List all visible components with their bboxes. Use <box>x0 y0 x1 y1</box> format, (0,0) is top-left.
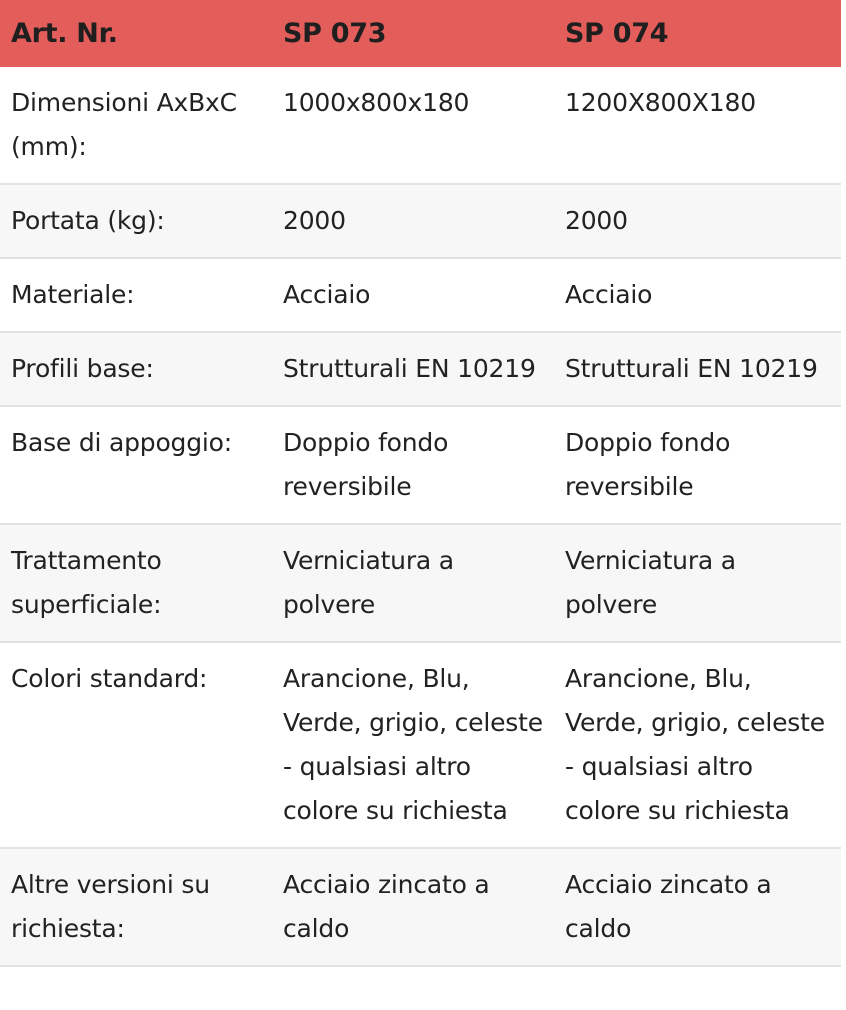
sp073-value: 2000 <box>272 184 554 258</box>
sp073-value: Acciaio zincato a caldo <box>272 848 554 966</box>
row-label: Profili base: <box>0 332 272 406</box>
row-label: Materiale: <box>0 258 272 332</box>
sp074-value: Doppio fondo reversibile <box>554 406 841 524</box>
sp074-value: 1200X800X180 <box>554 67 841 184</box>
table-row <box>0 67 841 184</box>
row-label: Base di appoggio: <box>0 406 272 524</box>
sp074-value: Verniciatura a polvere <box>554 524 841 642</box>
header-row <box>0 0 841 67</box>
sp074-value: Arancione, Blu, Verde, grigio, celeste - qualsiasi altro colore su richiesta <box>554 642 841 848</box>
sp074-value: Acciaio zincato a caldo <box>554 848 841 966</box>
sp074-value: Strutturali EN 10219 <box>554 332 841 406</box>
sp073-value: 1000x800x180 <box>272 67 554 184</box>
table-header <box>0 0 841 67</box>
table-row <box>0 524 841 642</box>
sp073-value: Verniciatura a polvere <box>272 524 554 642</box>
table-row <box>0 406 841 524</box>
header-art-nr: Art. Nr. <box>0 0 272 67</box>
sp073-value: Strutturali EN 10219 <box>272 332 554 406</box>
sp073-value: Arancione, Blu, Verde, grigio, celeste - qualsiasi altro colore su richiesta <box>272 642 554 848</box>
row-label: Trattamento superficiale: <box>0 524 272 642</box>
sp074-value: Acciaio <box>554 258 841 332</box>
header-sp074: SP 074 <box>554 0 841 67</box>
row-label: Portata (kg): <box>0 184 272 258</box>
row-label: Altre versioni su richiesta: <box>0 848 272 966</box>
row-label: Dimensioni AxBxC (mm): <box>0 67 272 184</box>
header-sp073: SP 073 <box>272 0 554 67</box>
table-row <box>0 848 841 966</box>
table-row <box>0 184 841 258</box>
table-row <box>0 642 841 848</box>
sp074-value: 2000 <box>554 184 841 258</box>
table-row <box>0 258 841 332</box>
sp073-value: Doppio fondo reversibile <box>272 406 554 524</box>
row-label: Colori standard: <box>0 642 272 848</box>
table-body <box>0 67 841 966</box>
table-row <box>0 332 841 406</box>
sp073-value: Acciaio <box>272 258 554 332</box>
